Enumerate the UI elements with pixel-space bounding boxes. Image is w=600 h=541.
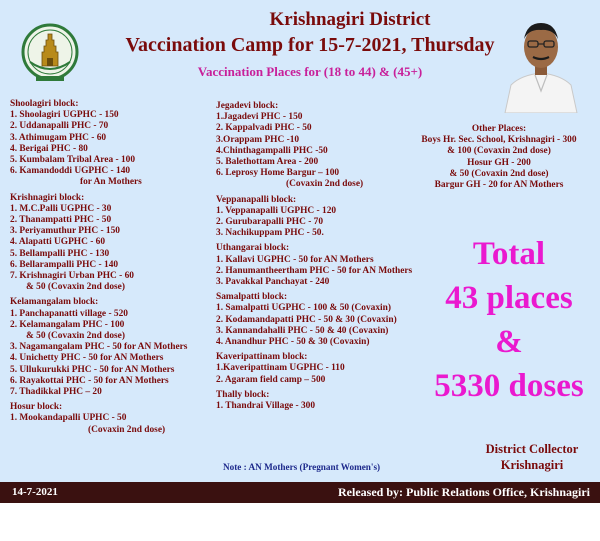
vaccination-place-item: (Covaxin 2nd dose) [88, 424, 166, 435]
block-heading: Shoolagiri block: [10, 99, 79, 109]
vaccination-place-item: 1. Veppanapalli UGPHC - 120 [216, 205, 337, 216]
footer-bar [0, 482, 600, 503]
vaccination-place-item: 1. M.C.Palli UGPHC - 30 [10, 203, 112, 214]
block-heading: Krishnagiri block: [10, 192, 85, 203]
age-groups-subtitle: Vaccination Places for (18 to 44) & (45+) [197, 64, 423, 79]
footnote: Note : AN Mothers (Pregnant Women's) [223, 462, 381, 472]
block-heading: Uthangarai block: [216, 243, 290, 254]
block-heading: Other Places: [471, 124, 527, 134]
block-heading: Jegadevi block: [216, 101, 279, 111]
vaccination-place-item: 2. Gurubarapalli PHC - 70 [216, 217, 324, 228]
block-heading: Hosur block: [10, 402, 63, 413]
vaccination-place-item: 6. Rayakottai PHC - 50 for AN Mothers [10, 375, 169, 386]
vaccination-place-item: 1.Jagadevi PHC - 150 [216, 112, 303, 123]
places-column-2 [216, 101, 412, 412]
places-column-1 [10, 99, 187, 436]
collector-district: Krishnagiri [500, 458, 564, 472]
camp-title: Vaccination Camp for 15-7-2021, Thursday [125, 34, 495, 56]
total-places: 43 places [445, 280, 573, 316]
block-heading: Kelamangalam block: [10, 297, 99, 308]
vaccination-place-item: 4. Unichetty PHC - 50 for AN Mothers [10, 353, 164, 364]
vaccination-place-item: for An Mothers [80, 177, 142, 188]
vaccination-place-item: 4. Anandhur PHC - 50 & 30 (Covaxin) [216, 337, 370, 348]
block-heading: Kaveripattinam block: [216, 352, 308, 363]
block-heading: Samalpatti block: [216, 292, 288, 303]
vaccination-place-item: 6. Leprosy Home Bargur – 100 [216, 168, 340, 179]
vaccination-place-item: 2. Thanampatti PHC - 50 [10, 215, 112, 226]
vaccination-place-item: 2. Kelamangalam PHC - 100 [10, 319, 125, 330]
vaccination-place-item: 2. Kappalvadi PHC - 50 [216, 123, 312, 134]
vaccination-place-item: 4. Berigai PHC - 80 [10, 143, 88, 154]
vaccination-place-item: 2. Uddanapalli PHC - 70 [10, 121, 109, 132]
bottom-margin [0, 503, 600, 541]
tamil-nadu-emblem-icon [20, 22, 80, 86]
vaccination-place-item: & 50 (Covaxin 2nd dose) [26, 331, 125, 342]
vaccination-place-item: 1.Kaveripattinam UGPHC - 110 [216, 363, 345, 374]
vaccination-place-item: 2. Kodamandapatti PHC - 50 & 30 (Covaxin) [216, 314, 397, 325]
vaccination-place-item: Hosur GH - 200 [467, 157, 531, 168]
vaccination-place-item: 4. Alapatti UGPHC - 60 [10, 237, 106, 248]
vaccination-place-item: 1. Samalpatti UGPHC - 100 & 50 (Covaxin) [216, 303, 391, 314]
vaccination-place-item: & 50 (Covaxin 2nd dose) [26, 282, 125, 293]
vaccination-place-item: 4.Chinthagampalli PHC -50 [216, 145, 328, 156]
vaccination-place-item: 3. Athimugam PHC - 60 [10, 132, 107, 143]
vaccination-place-item: 3. Periyamuthur PHC - 150 [10, 226, 120, 237]
vaccination-place-item: 1. Panchapanatti village - 520 [10, 308, 128, 319]
vaccination-place-item: 1. Kallavi UGPHC - 50 for AN Mothers [216, 254, 374, 265]
vaccination-place-item: 5. Kumbalam Tribal Area - 100 [10, 155, 136, 166]
total-summary [424, 232, 594, 408]
vaccination-place-item: 3.Orappam PHC -10 [216, 134, 300, 145]
collector-title: District Collector [485, 442, 579, 456]
district-title: Krishnagiri District [269, 9, 431, 30]
vaccination-place-item: (Covaxin 2nd dose) [286, 179, 364, 190]
vaccination-place-item: 7. Krishnagiri Urban PHC - 60 [10, 271, 134, 282]
other-places-column [400, 124, 598, 191]
vaccination-place-item: 6. Kamandoddi UGPHC - 140 [10, 166, 131, 177]
release-date: 14-7-2021 [12, 486, 58, 498]
total-ampersand: & [495, 324, 523, 360]
vaccination-place-item: 2. Hanumantheertham PHC - 50 for AN Mothers [216, 265, 413, 276]
vaccination-place-item: & 100 (Covaxin 2nd dose) [447, 146, 551, 157]
vaccination-place-item: Bargur GH - 20 for AN Mothers [434, 180, 564, 191]
vaccination-place-item: 5. Ullukurukki PHC - 50 for AN Mothers [10, 364, 175, 375]
block-heading: Thally block: [216, 389, 270, 400]
vaccination-place-item: & 50 (Covaxin 2nd dose) [449, 168, 549, 179]
vaccination-place-item: 3. Nagamangalam PHC - 50 for AN Mothers [10, 342, 188, 353]
collector-signature-block [470, 441, 594, 473]
released-by: Released by: Public Relations Office, Krishnagiri [338, 485, 590, 499]
vaccination-place-item: 7. Thadikkal PHC – 20 [10, 387, 102, 398]
vaccination-place-item: 3. Pavakkal Panchayat - 240 [216, 277, 330, 288]
vaccination-place-item: 1. Thandrai Village - 300 [216, 401, 316, 412]
vaccination-place-item: 1. Shoolagiri UGPHC - 150 [10, 110, 119, 121]
vaccination-place-item: 5. Balethottam Area - 200 [216, 157, 319, 168]
chief-minister-portrait [497, 13, 585, 113]
vaccination-place-item: 2. Agaram field camp – 500 [216, 374, 326, 385]
total-label: Total [472, 236, 546, 272]
vaccination-place-item: Boys Hr. Sec. School, Krishnagiri - 300 [421, 135, 577, 146]
block-heading: Veppanapalli block: [216, 194, 297, 205]
total-doses: 5330 doses [434, 368, 584, 404]
vaccination-place-item: 3. Nachikuppam PHC - 50. [216, 228, 324, 239]
vaccination-place-item: 1. Mookandapalli UPHC - 50 [10, 413, 127, 424]
vaccination-place-item: 6. Bellarampalli PHC - 140 [10, 259, 119, 270]
vaccination-place-item: 5. Bellampalli PHC - 130 [10, 248, 110, 259]
vaccination-place-item: 3. Kannandahalli PHC - 50 & 40 (Covaxin) [216, 325, 389, 336]
